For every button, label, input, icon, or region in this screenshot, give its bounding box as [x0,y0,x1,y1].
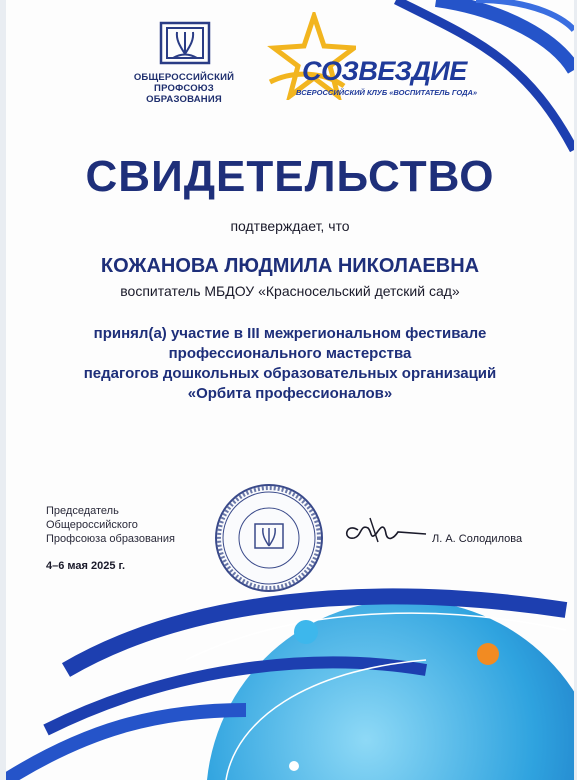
wheat-book-emblem-icon [158,20,212,68]
chair-line: Председатель [46,505,119,517]
signature-icon [340,512,430,548]
participation-text [46,324,534,404]
union-name [114,72,254,105]
signer-name: Л. А. Солодилова [432,533,523,545]
participation-line: профессионального мастерства [168,345,412,362]
event-dates: 4–6 мая 2025 г. [46,560,126,572]
participation-line: «Орбита профессионалов» [187,385,393,402]
globe-decoration [6,560,574,780]
chair-title [46,504,175,546]
chair-line: Профсоюза образования [46,533,175,545]
club-subtitle: ВСЕРОССИЙСКИЙ КЛУБ «ВОСПИТАТЕЛЬ ГОДА» [296,88,478,97]
certificate-title: СВИДЕТЕЛЬСТВО [85,152,495,201]
union-line: ОБРАЗОВАНИЯ [146,94,222,105]
participation-line: принял(а) участие в III межрегиональном фестивале [93,325,487,342]
certificate-page [6,0,574,780]
confirms-text: подтверждает, что [230,218,350,234]
chair-line: Общероссийского [46,519,138,531]
union-line: ОБЩЕРОССИЙСКИЙ [133,72,235,83]
union-line: ПРОФСОЮЗ [154,83,214,94]
recipient-name: КОЖАНОВА ЛЮДМИЛА НИКОЛАЕВНА [100,255,480,277]
participation-line: педагогов дошкольных образовательных организаций [83,365,497,382]
club-name: СОЗВЕЗДИЕ [302,56,467,86]
recipient-position: воспитатель МБДОУ «Красносельский детский сад» [120,283,460,299]
